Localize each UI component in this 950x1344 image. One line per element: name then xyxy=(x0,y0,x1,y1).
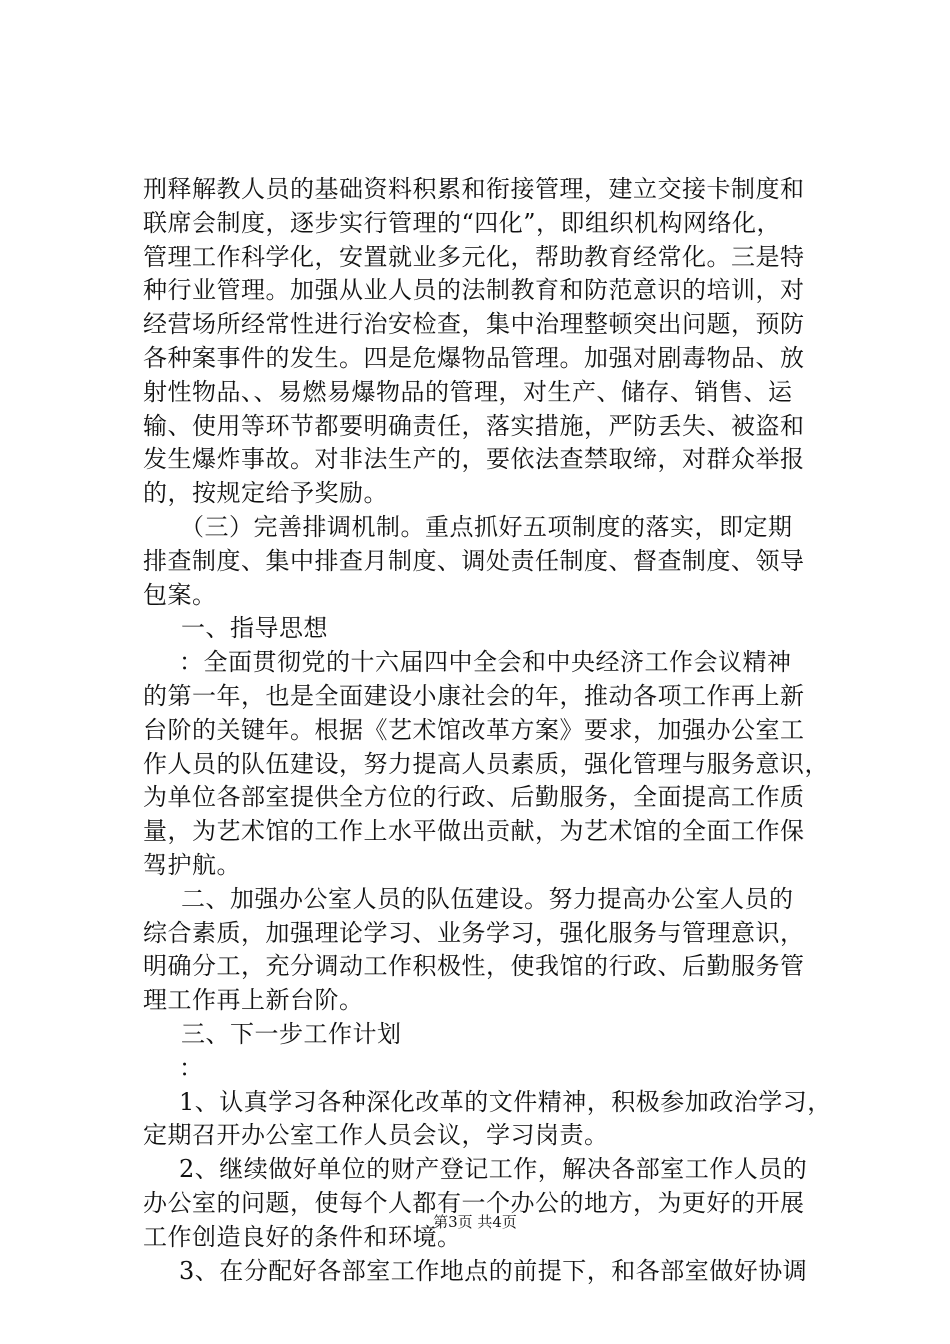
section-heading: 一、指导思想 xyxy=(181,614,328,643)
text-line: 定期召开办公室工作人员会议，学习岗责。 xyxy=(143,1121,609,1150)
text-line: 作人员的队伍建设，努力提高人员素质，强化管理与服务意识， xyxy=(143,749,829,778)
text-line: ：全面贯彻党的十六届四中全会和中央经济工作会议精神 xyxy=(179,648,792,677)
body-text xyxy=(143,173,843,1288)
page-number-footer: 第3页 共4页 xyxy=(433,1213,517,1231)
text-line: 的第一年，也是全面建设小康社会的年，推动各项工作再上新 xyxy=(143,681,805,710)
text-line: ： xyxy=(179,1053,204,1082)
text-line: 各种案事件的发生。四是危爆物品管理。加强对剧毒物品、放 xyxy=(143,343,805,372)
text-line: 排查制度、集中排查月制度、调处责任制度、督查制度、领导 xyxy=(143,546,805,575)
list-item: 3、在分配好各部室工作地点的前提下，和各部室做好协调 xyxy=(179,1256,808,1285)
text-line: 发生爆炸事故。对非法生产的，要依法查禁取缔，对群众举报 xyxy=(143,445,805,474)
text-line: 办公室的问题，使每个人都有一个办公的地方，为更好的开展 xyxy=(143,1188,805,1217)
text-line: 理工作再上新台阶。 xyxy=(143,986,364,1015)
text-line: 驾护航。 xyxy=(143,850,241,879)
text-line: 量，为艺术馆的工作上水平做出贡献，为艺术馆的全面工作保 xyxy=(143,817,805,846)
list-item: 1、认真学习各种深化改革的文件精神，积极参加政治学习， xyxy=(179,1087,832,1116)
text-line: 工作创造良好的条件和环境。 xyxy=(143,1222,462,1251)
text-line: 射性物品、、易燃易爆物品的管理，对生产、储存、销售、运 xyxy=(143,377,793,406)
text-line: 联席会制度，逐步实行管理的“四化”，即组织机构网络化， xyxy=(143,208,782,237)
text-line: 明确分工，充分调动工作积极性，使我馆的行政、后勤服务管 xyxy=(143,952,805,981)
section-heading: 二、加强办公室人员的队伍建设。努力提高办公室人员的 xyxy=(181,884,794,913)
text-line: 的，按规定给予奖励。 xyxy=(143,479,388,508)
text-line: （三）完善排调机制。重点抓好五项制度的落实，即定期 xyxy=(180,512,793,541)
text-line: 经营场所经常性进行治安检查，集中治理整顿突出问题，预防 xyxy=(143,310,805,339)
text-line: 刑释解教人员的基础资料积累和衔接管理，建立交接卡制度和 xyxy=(143,175,805,203)
text-line: 综合素质，加强理论学习、业务学习，强化服务与管理意识， xyxy=(143,918,805,947)
text-line: 为单位各部室提供全方位的行政、后勤服务，全面提高工作质 xyxy=(143,783,805,812)
text-line: 输、使用等环节都要明确责任，落实措施，严防丢失、被盗和 xyxy=(143,411,805,440)
text-line: 台阶的关键年。根据《艺术馆改革方案》要求，加强办公室工 xyxy=(143,715,805,744)
text-line: 种行业管理。加强从业人员的法制教育和防范意识的培训，对 xyxy=(143,276,805,305)
text-line: 管理工作科学化，安置就业多元化，帮助教育经常化。三是特 xyxy=(143,242,805,271)
list-item: 2、继续做好单位的财产登记工作，解决各部室工作人员的 xyxy=(179,1155,808,1184)
section-heading: 三、下一步工作计划 xyxy=(181,1019,402,1048)
text-line: 包案。 xyxy=(143,580,217,609)
